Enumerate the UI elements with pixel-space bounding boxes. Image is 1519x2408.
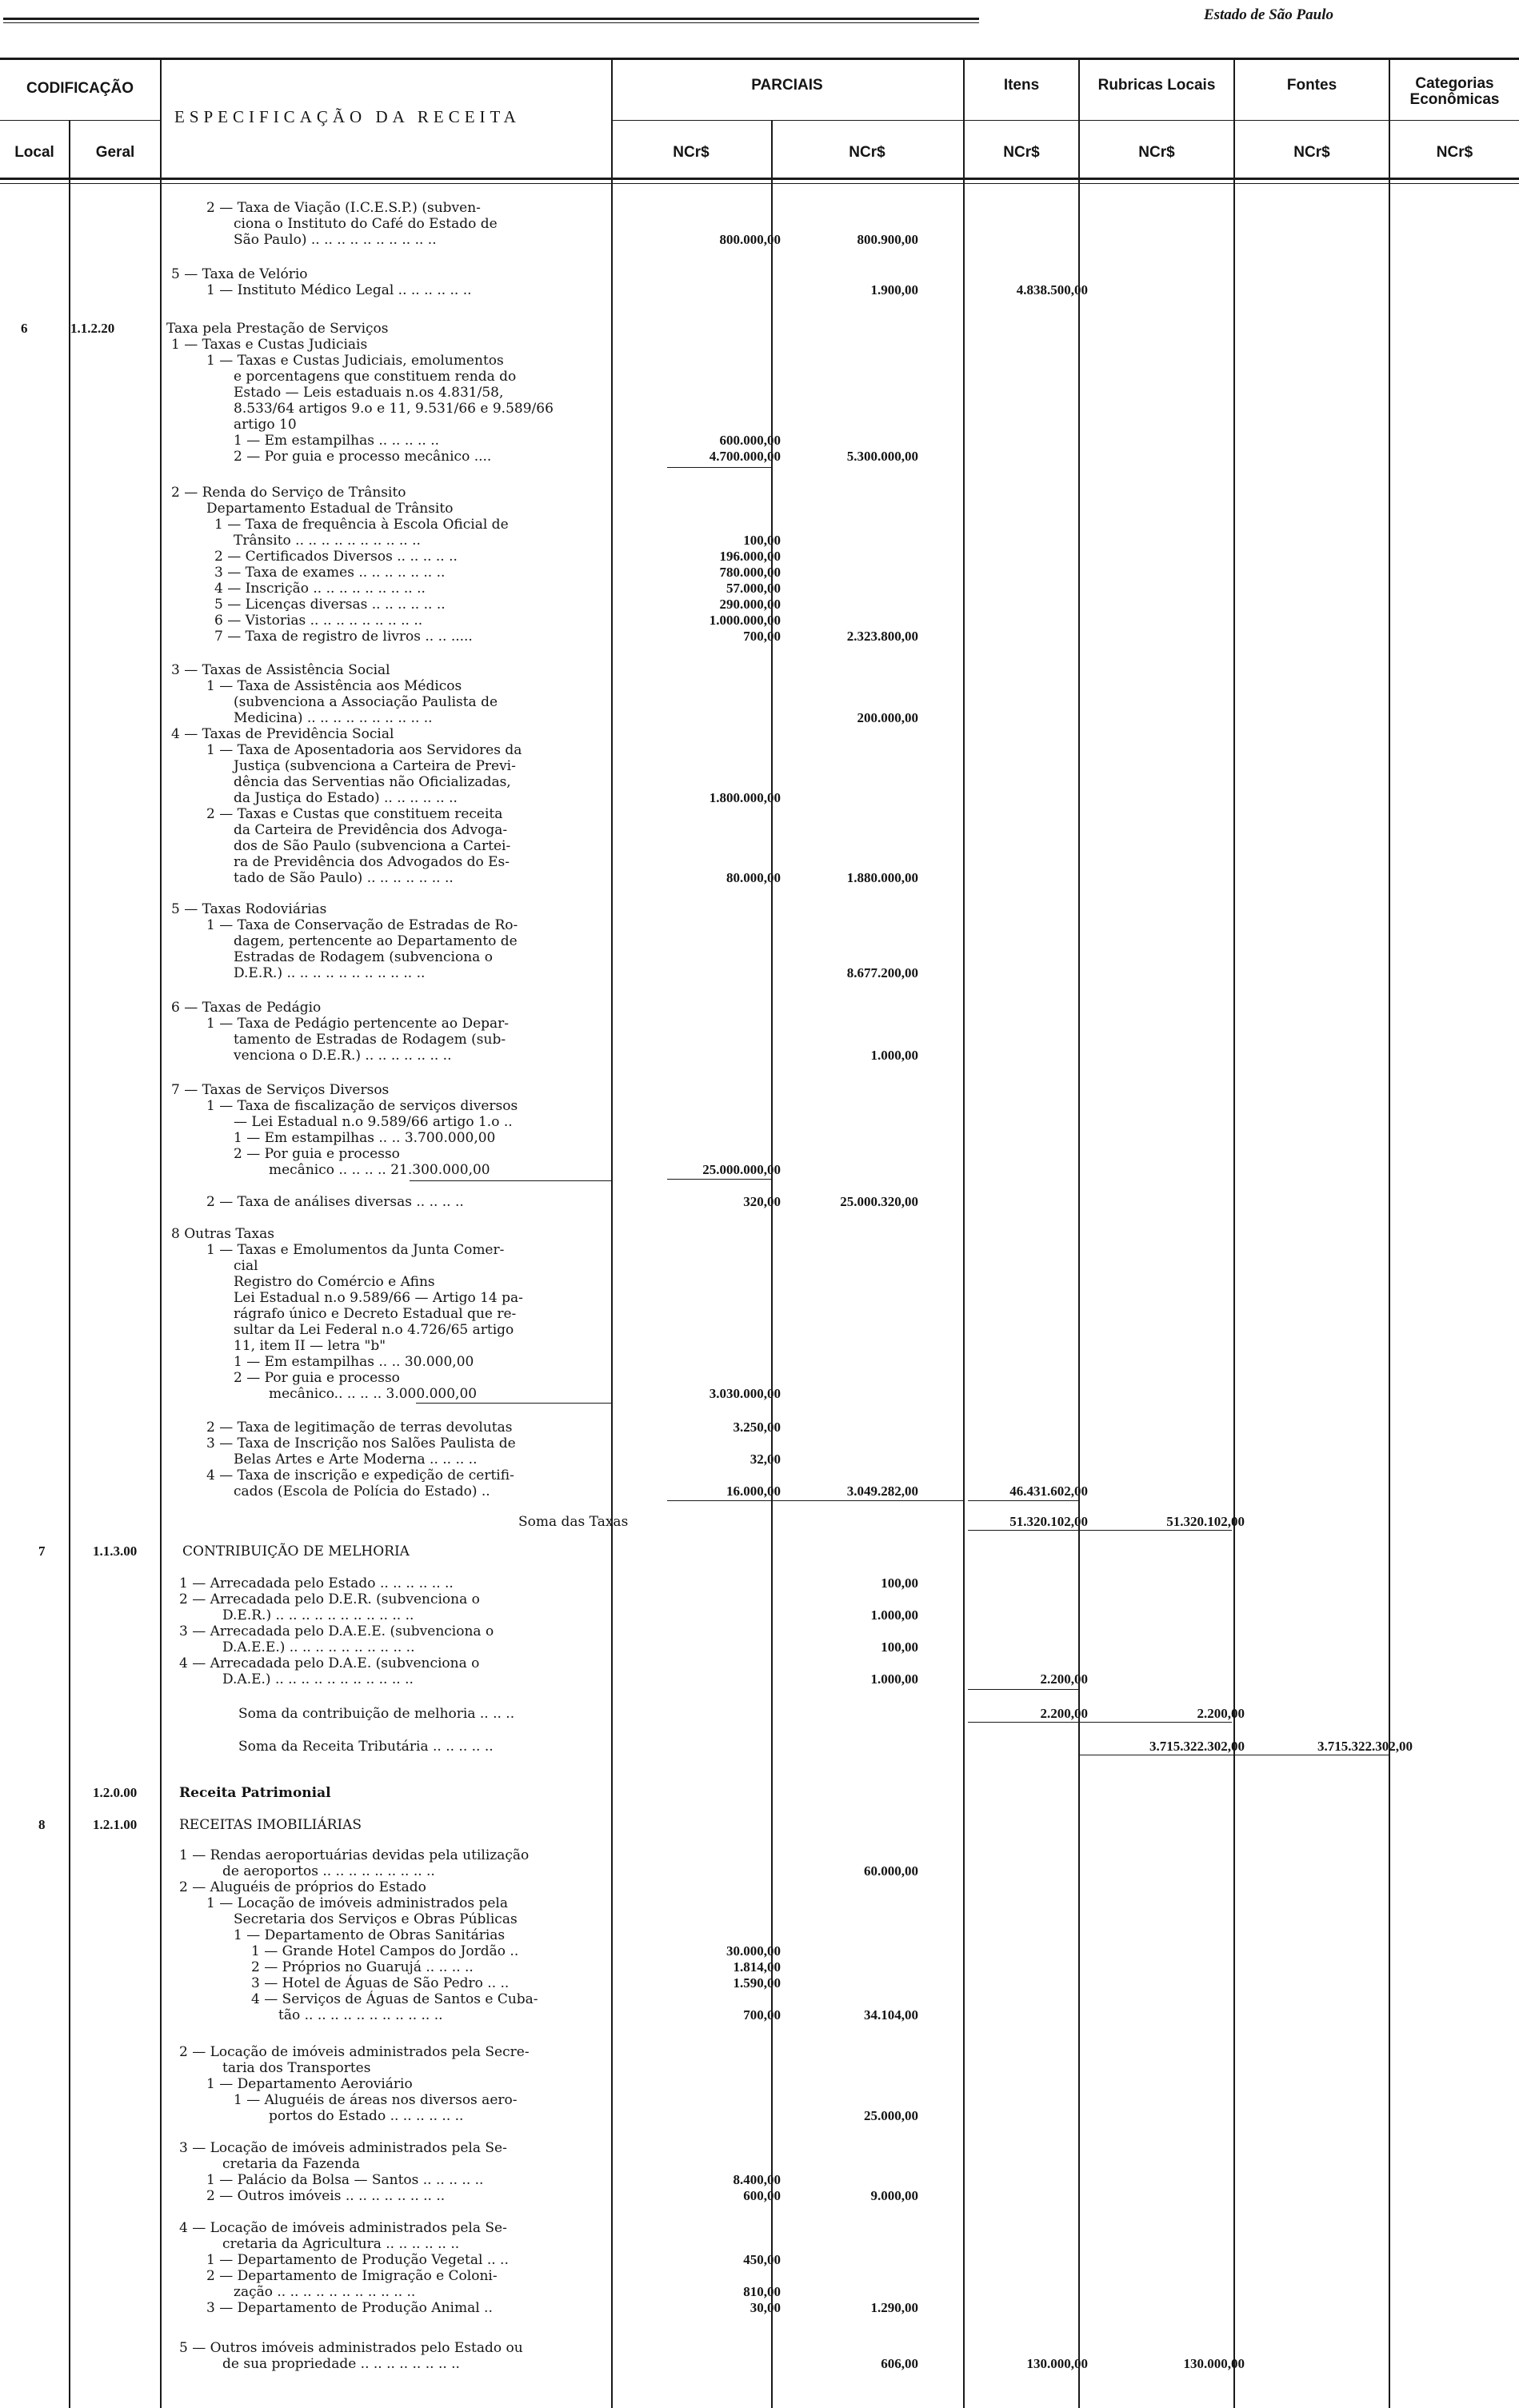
spec-line: 4 — Serviços de Águas de Santos e Cuba- — [251, 1991, 538, 2007]
parcial-a-value: 32,00 — [750, 1452, 781, 1467]
spec-line: 2 — Taxa de Viação (I.C.E.S.P.) (subven- — [206, 200, 481, 216]
parcial-a-value: 8.400,00 — [733, 2172, 781, 2187]
currency-col-3: NCr$ — [1003, 144, 1040, 161]
parcial-a-value: 100,00 — [743, 533, 781, 548]
currency-col-5: NCr$ — [1293, 144, 1330, 161]
parcial-b-value: 34.104,00 — [864, 2007, 918, 2023]
rubricas-value: 130.000,00 — [1183, 2356, 1245, 2371]
parcial-b-value: 9.000,00 — [870, 2188, 918, 2203]
spec-line: 1 — Instituto Médico Legal .. .. .. .. .. .. — [206, 282, 472, 298]
code-label: 6 — [21, 321, 28, 336]
spec-line: da Carteira de Previdência dos Advoga- — [234, 822, 508, 838]
code-label: 1.1.3.00 — [93, 1543, 138, 1559]
top-rule-thin — [3, 22, 979, 23]
spec-line: 2 — Departamento de Imigração e Coloni- — [206, 2268, 498, 2284]
spec-line: 1 — Em estampilhas .. .. .. .. .. — [234, 433, 440, 449]
header-itens: Itens — [1003, 77, 1040, 94]
parcial-a-value: 1.814,00 — [733, 1959, 781, 1975]
fontes-value: 3.715.322.302,00 — [1317, 1739, 1413, 1754]
header-economicas: Econômicas — [1409, 91, 1500, 108]
spec-line: 1 — Departamento de Obras Sanitárias — [234, 1927, 506, 1943]
currency-col-1: NCr$ — [673, 144, 710, 161]
spec-line: 3 — Arrecadada pelo D.A.E.E. (subvenciona o — [179, 1623, 494, 1639]
state-title: Estado de São Paulo — [1203, 6, 1333, 23]
spec-line: 5 — Taxas Rodoviárias — [171, 901, 327, 917]
spec-line: 1 — Departamento de Produção Vegetal .. .. — [206, 2252, 509, 2268]
parcial-a-value: 290.000,00 — [719, 597, 781, 612]
spec-line: 1 — Taxa de fiscalização de serviços diversos — [206, 1098, 518, 1114]
spec-line: 1 — Taxa de Pedágio pertencente ao Depar- — [206, 1016, 510, 1032]
spec-line: zação .. .. .. .. .. .. .. .. .. .. .. — [234, 2284, 416, 2300]
spec-line: (subvenciona a Associação Paulista de — [234, 694, 498, 710]
spec-line: Belas Artes e Arte Moderna .. .. .. .. — [234, 1452, 478, 1468]
code-label: 8 — [38, 1817, 46, 1832]
spec-line: D.A.E.E.) .. .. .. .. .. .. .. .. .. .. — [222, 1639, 415, 1655]
spec-line: 2 — Por guia e processo — [234, 1146, 400, 1162]
spec-line: venciona o D.E.R.) .. .. .. .. .. .. .. — [234, 1048, 452, 1064]
spec-line: 4 — Taxas de Previdência Social — [171, 726, 394, 742]
parcial-a-value: 3.250,00 — [733, 1420, 781, 1435]
parcial-a-value: 700,00 — [743, 629, 781, 644]
spec-line: — Lei Estadual n.o 9.589/66 artigo 1.o .. — [234, 1114, 513, 1130]
spec-line: São Paulo) .. .. .. .. .. .. .. .. .. .. — [234, 232, 437, 248]
parcial-a-value: 780.000,00 — [719, 565, 781, 580]
spec-line: 1 — Taxa de Conservação de Estradas de Ro- — [206, 917, 518, 933]
spec-line: Departamento Estadual de Trânsito — [206, 501, 454, 517]
spec-line: 6 — Taxas de Pedágio — [171, 1000, 322, 1016]
spec-line: mecânico.. .. .. .. 3.000.000,00 — [269, 1386, 478, 1402]
itens-value: 46.431.602,00 — [1009, 1484, 1088, 1499]
col-sep-itens — [963, 60, 965, 2408]
spec-line: cretaria da Agricultura .. .. .. .. .. .. — [222, 2236, 460, 2252]
spec-line: 1 — Grande Hotel Campos do Jordão .. — [251, 1943, 519, 1959]
parcial-a-value: 196.000,00 — [719, 549, 781, 564]
currency-col-4: NCr$ — [1138, 144, 1175, 161]
parcial-a-value: 320,00 — [743, 1194, 781, 1209]
rubricas-value: 51.320.102,00 — [1166, 1514, 1245, 1529]
parcial-a-value: 16.000,00 — [726, 1484, 781, 1499]
header-top-border — [0, 58, 1519, 60]
spec-line: ciona o Instituto do Café do Estado de — [234, 216, 498, 232]
spec-line: cados (Escola de Polícia do Estado) .. — [234, 1484, 490, 1500]
parcial-a-value: 30,00 — [750, 2300, 781, 2315]
header-parciais: PARCIAIS — [751, 77, 823, 94]
code-label: 1.1.2.20 — [70, 321, 115, 336]
spec-line: 2 — Taxas e Custas que constituem receita — [206, 806, 503, 822]
spec-line: 1 — Taxas e Custas Judiciais, emolumentos — [206, 353, 504, 369]
header-geral: Geral — [95, 144, 135, 161]
col-sep-spec — [611, 60, 613, 2408]
spec-line: ra de Previdência dos Advogados do Es- — [234, 854, 510, 870]
spec-line: 1 — Taxa de Aposentadoria aos Servidores da — [206, 742, 522, 758]
spec-line: 1 — Locação de imóveis administrados pela — [206, 1895, 509, 1911]
col-sep-categorias — [1389, 60, 1390, 2408]
subtotal-rule — [410, 1180, 611, 1181]
itens-value: 130.000,00 — [1026, 2356, 1088, 2371]
header-mid-border — [0, 120, 160, 121]
spec-line: taria dos Transportes — [222, 2060, 371, 2076]
parcial-a-value: 3.030.000,00 — [709, 1386, 781, 1401]
parcial-b-value: 1.290,00 — [870, 2300, 918, 2315]
spec-line: 2 — Taxa de legitimação de terras devolutas — [206, 1420, 513, 1436]
spec-line: 2 — Por guia e processo — [234, 1370, 400, 1386]
spec-line: 1 — Taxas e Emolumentos da Junta Comer- — [206, 1242, 505, 1258]
code-label: 1.2.0.00 — [93, 1785, 138, 1800]
parcial-b-value: 100,00 — [881, 1575, 918, 1591]
spec-line: tamento de Estradas de Rodagem (sub- — [234, 1032, 506, 1048]
parcial-a-value: 600.000,00 — [719, 433, 781, 448]
itens-value: 2.200,00 — [1040, 1671, 1088, 1687]
parcial-a-value: 80.000,00 — [726, 870, 781, 885]
spec-line: 2 — Taxa de análises diversas .. .. .. .. — [206, 1194, 464, 1210]
col-sep-geral — [160, 60, 162, 2408]
spec-line: da Justiça do Estado) .. .. .. .. .. .. — [234, 790, 458, 806]
spec-line: 4 — Inscrição .. .. .. .. .. .. .. .. .. — [214, 581, 426, 597]
spec-line: 7 — Taxa de registro de livros .. .. ..... — [214, 629, 473, 645]
spec-line: 5 — Outros imóveis administrados pelo Estado ou — [179, 2340, 523, 2356]
spec-line: 8.533/64 artigos 9.o e 11, 9.531/66 e 9.589/66 — [234, 401, 554, 417]
spec-line: 3 — Taxas de Assistência Social — [171, 662, 390, 678]
parcial-b-value: 25.000.320,00 — [840, 1194, 918, 1209]
col-sep-local — [69, 120, 70, 2408]
parcial-b-value: 8.677.200,00 — [846, 965, 918, 980]
spec-line: 1 — Em estampilhas .. .. 30.000,00 — [234, 1354, 474, 1370]
spec-line: 4 — Taxa de inscrição e expedição de certifi- — [206, 1468, 514, 1484]
spec-line: sultar da Lei Federal n.o 4.726/65 artigo — [234, 1322, 514, 1338]
spec-line: Estado — Leis estaduais n.os 4.831/58, — [234, 385, 504, 401]
parcial-b-value: 200.000,00 — [857, 710, 918, 725]
header-codificacao: CODIFICAÇÃO — [26, 80, 134, 97]
spec-line: 1 — Arrecadada pelo Estado .. .. .. .. .. .. — [179, 1575, 454, 1591]
spec-line: Trânsito .. .. .. .. .. .. .. .. .. .. — [234, 533, 421, 549]
spec-line: D.E.R.) .. .. .. .. .. .. .. .. .. .. .. — [234, 965, 426, 981]
parcial-a-value: 30.000,00 — [726, 1943, 781, 1959]
spec-line: 3 — Hotel de Águas de São Pedro .. .. — [251, 1975, 510, 1991]
header-bottom-border — [0, 178, 1519, 180]
spec-line: Soma das Taxas — [518, 1514, 629, 1530]
col-sep-rubricas — [1078, 60, 1080, 2408]
spec-line: dência das Serventias não Oficializadas, — [234, 774, 511, 790]
spec-line: 2 — Outros imóveis .. .. .. .. .. .. .. .. — [206, 2188, 446, 2204]
spec-line: RECEITAS IMOBILIÁRIAS — [179, 1817, 362, 1833]
itens-value: 51.320.102,00 — [1009, 1514, 1088, 1529]
parcial-b-value: 800.900,00 — [857, 232, 918, 247]
parcial-b-value: 1.000,00 — [870, 1048, 918, 1063]
spec-line: 6 — Vistorias .. .. .. .. .. .. .. .. .. — [214, 613, 423, 629]
parcial-a-value: 700,00 — [743, 2007, 781, 2023]
header-bottom-border-2 — [0, 183, 1519, 184]
spec-line: Secretaria dos Serviços e Obras Públicas — [234, 1911, 518, 1927]
spec-line: 4 — Arrecadada pelo D.A.E. (subvenciona o — [179, 1655, 480, 1671]
spec-line: 2 — Certificados Diversos .. .. .. .. .. — [214, 549, 458, 565]
spec-line: portos do Estado .. .. .. .. .. .. — [269, 2108, 464, 2124]
spec-line: 1 — Taxa de frequência à Escola Oficial de — [214, 517, 509, 533]
spec-line: 5 — Licenças diversas .. .. .. .. .. .. — [214, 597, 446, 613]
rubricas-value: 2.200,00 — [1197, 1706, 1245, 1721]
parcial-a-value: 1.000.000,00 — [709, 613, 781, 628]
spec-line: 1 — Taxas e Custas Judiciais — [171, 337, 368, 353]
parcial-b-value: 25.000,00 — [864, 2108, 918, 2123]
parcial-b-value: 1.000,00 — [870, 1671, 918, 1687]
spec-line: 11, item II — letra "b" — [234, 1338, 386, 1354]
spec-line: 2 — Próprios no Guarujá .. .. .. .. — [251, 1959, 474, 1975]
spec-line: Receita Patrimonial — [179, 1785, 331, 1801]
code-label: 1.2.1.00 — [93, 1817, 138, 1832]
spec-line: 2 — Arrecadada pelo D.E.R. (subvenciona o — [179, 1591, 480, 1607]
parcial-b-value: 3.049.282,00 — [846, 1484, 918, 1499]
itens-value: 4.838.500,00 — [1016, 282, 1088, 298]
spec-line: cial — [234, 1258, 258, 1274]
spec-line: 1 — Taxa de Assistência aos Médicos — [206, 678, 462, 694]
parcial-a-value: 450,00 — [743, 2252, 781, 2267]
subtotal-rule — [968, 1722, 1232, 1723]
parcial-b-value: 100,00 — [881, 1639, 918, 1655]
currency-col-6: NCr$ — [1436, 144, 1473, 161]
spec-line: CONTRIBUIÇÃO DE MELHORIA — [182, 1543, 410, 1559]
spec-line: 1 — Rendas aeroportuárias devidas pela utilização — [179, 1847, 530, 1863]
parcial-a-value: 810,00 — [743, 2284, 781, 2299]
spec-line: D.E.R.) .. .. .. .. .. .. .. .. .. .. .. — [222, 1607, 414, 1623]
parcial-b-value: 2.323.800,00 — [846, 629, 918, 644]
subtotal-rule — [968, 1530, 1232, 1531]
spec-line: 7 — Taxas de Serviços Diversos — [171, 1082, 390, 1098]
spec-line: Lei Estadual n.o 9.589/66 — Artigo 14 pa- — [234, 1290, 523, 1306]
spec-line: 1 — Em estampilhas .. .. 3.700.000,00 — [234, 1130, 496, 1146]
parcial-b-value: 1.000,00 — [870, 1607, 918, 1623]
spec-line: e porcentagens que constituem renda do — [234, 369, 517, 385]
col-sep-fontes — [1233, 60, 1235, 2408]
spec-line: mecânico .. .. .. .. 21.300.000,00 — [269, 1162, 490, 1178]
spec-line: Soma da Receita Tributária .. .. .. .. .. — [238, 1739, 494, 1755]
itens-value: 2.200,00 — [1040, 1706, 1088, 1721]
parcial-a-value: 600,00 — [743, 2188, 781, 2203]
spec-line: 2 — Renda do Serviço de Trânsito — [171, 485, 406, 501]
spec-line: de aeroportos .. .. .. .. .. .. .. .. .. — [222, 1863, 435, 1879]
parcial-b-value: 60.000,00 — [864, 1863, 918, 1879]
subtotal-rule — [416, 1403, 611, 1404]
spec-line: Soma da contribuição de melhoria .. .. .. — [238, 1706, 515, 1722]
header-fontes: Fontes — [1286, 77, 1337, 94]
parcial-a-value: 4.700.000,00 — [709, 449, 781, 464]
parcial-a-value: 25.000.000,00 — [702, 1162, 781, 1177]
header-mid-border-right — [611, 120, 1519, 121]
spec-line: tão .. .. .. .. .. .. .. .. .. .. .. — [278, 2007, 443, 2023]
code-label: 7 — [38, 1543, 46, 1559]
spec-line: 2 — Locação de imóveis administrados pela Secre- — [179, 2044, 530, 2060]
top-rule — [3, 18, 979, 20]
spec-line: 8 Outras Taxas — [171, 1226, 274, 1242]
subtotal-rule — [667, 467, 771, 468]
parcial-b-value: 1.900,00 — [870, 282, 918, 298]
subtotal-rule — [667, 1500, 963, 1501]
spec-line: 5 — Taxa de Velório — [171, 266, 308, 282]
rubricas-value: 3.715.322.302,00 — [1149, 1739, 1245, 1754]
currency-col-2: NCr$ — [849, 144, 885, 161]
header-rubricas: Rubricas Locais — [1097, 77, 1216, 94]
spec-line: 1 — Departamento Aeroviário — [206, 2076, 413, 2092]
header-local: Local — [14, 144, 54, 161]
header-especificacao: ESPECIFICAÇÃO DA RECEITA — [174, 107, 521, 126]
spec-line: dagem, pertencente ao Departamento de — [234, 933, 518, 949]
parcial-a-value: 1.590,00 — [733, 1975, 781, 1991]
spec-line: de sua propriedade .. .. .. .. .. .. .. .. — [222, 2356, 460, 2372]
parcial-a-value: 57.000,00 — [726, 581, 781, 596]
spec-line: cretaria da Fazenda — [222, 2156, 360, 2172]
parcial-a-value: 1.800.000,00 — [709, 790, 781, 805]
spec-line: Taxa pela Prestação de Serviços — [166, 321, 389, 337]
spec-line: 3 — Taxa de exames .. .. .. .. .. .. .. — [214, 565, 446, 581]
spec-line: 2 — Por guia e processo mecânico .... — [234, 449, 492, 465]
spec-line: tado de São Paulo) .. .. .. .. .. .. .. — [234, 870, 454, 886]
spec-line: D.A.E.) .. .. .. .. .. .. .. .. .. .. .. — [222, 1671, 414, 1687]
subtotal-rule — [968, 1500, 1078, 1501]
subtotal-rule — [667, 1179, 771, 1180]
spec-line: 1 — Palácio da Bolsa — Santos .. .. .. .. .. — [206, 2172, 484, 2188]
spec-line: Estradas de Rodagem (subvenciona o — [234, 949, 493, 965]
spec-line: artigo 10 — [234, 417, 297, 433]
parcial-b-value: 1.880.000,00 — [846, 870, 918, 885]
spec-line: 3 — Locação de imóveis administrados pela Se- — [179, 2140, 507, 2156]
spec-line: 1 — Aluguéis de áreas nos diversos aero- — [234, 2092, 518, 2108]
spec-line: 4 — Locação de imóveis administrados pela Se- — [179, 2220, 507, 2236]
parcial-b-value: 606,00 — [881, 2356, 918, 2371]
spec-line: Medicina) .. .. .. .. .. .. .. .. .. .. — [234, 710, 433, 726]
spec-line: 2 — Aluguéis de próprios do Estado — [179, 1879, 426, 1895]
spec-line: dos de São Paulo (subvenciona a Cartei- — [234, 838, 511, 854]
spec-line: Registro do Comércio e Afins — [234, 1274, 435, 1290]
spec-line: Justiça (subvenciona a Carteira de Previ- — [234, 758, 516, 774]
spec-line: rágrafo único e Decreto Estadual que re- — [234, 1306, 517, 1322]
parcial-a-value: 800.000,00 — [719, 232, 781, 247]
parcial-b-value: 5.300.000,00 — [846, 449, 918, 464]
header-categorias: Categorias — [1415, 75, 1494, 92]
subtotal-rule — [968, 1689, 1078, 1690]
spec-line: 3 — Taxa de Inscrição nos Salões Paulista de — [206, 1436, 516, 1452]
spec-line: 3 — Departamento de Produção Animal .. — [206, 2300, 493, 2316]
